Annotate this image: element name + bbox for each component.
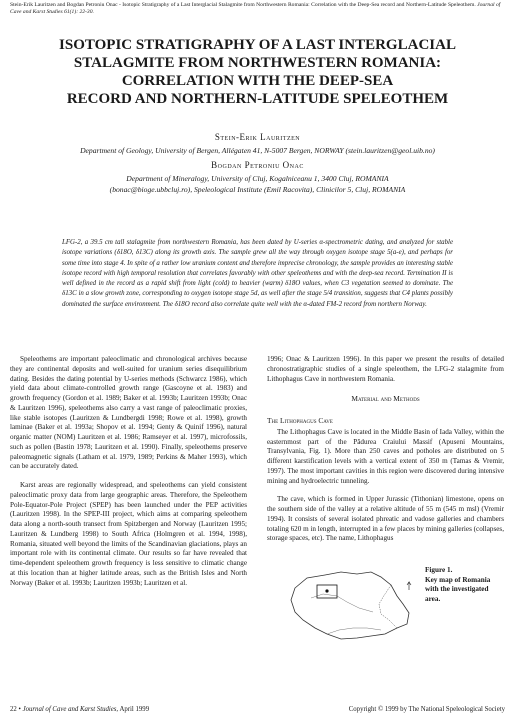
author-1: Stein-Erik Lauritzen xyxy=(214,132,301,142)
title-line: ISOTOPIC STRATIGRAPHY OF A LAST INTERGLACIAL xyxy=(59,37,456,53)
abstract: LFG-2, a 39.5 cm tall stalagmite from northwestern Romania, has been dated by U-series α-spectrometric dating, and analyzed for stable isotope variations (δ18O, δ13C) along its growth axis. The sample grew all the way through oxygen isotope stage 5(a-e), and perhaps for some time into stage 4. In spite of a rather low uranium content and therefore imprecise chronology, the sample provides an interesting stable isotope record with high temporal resolution that correlates favorably with other speleothems and with the deep-sea record. Termination II is well defined in the record as a rapid shift from light (cold) to heavier (warm) δ18O values, when C3 vegetation seemed to dominate. The δ13C in a slow growth zone, corresponding to oxygen isotope stage 5d, as well after the stage 5/4 transition, suggests that C4 plants possibly dominated the surface environment. The δ18O record also correlate quite well with the α-dated FM-2 record from northern Norway. xyxy=(62,239,453,308)
running-head xyxy=(10,2,505,16)
page-footer xyxy=(10,706,505,716)
paragraph: 1996; Onac & Lauritzen 1996). In this paper we present the results of detailed chronostratigraphic studies of a single speleothem, the LFG-2 stalagmite from Lithophagus Cave in northwestern Romania. xyxy=(267,355,504,383)
running-head-journal: Journal of Cave and Karst Studies 61(1): 22-30. xyxy=(10,2,501,15)
affiliation-2-line-2: (bonac@bioge.ubbcluj.ro), Speleological Institute (Emil Racovita), Clinicilor 5, Cluj, ROMANIA xyxy=(109,185,406,194)
paragraph: The cave, which is formed in Upper Jurassic (Tithonian) limestone, opens on the southern side of the valley at a relative altitude of 55 m (545 m msl) (Vremir 1994). It consists of several isolated phreatic and vadose galleries and chambers totaling 620 m in length, interrupted in a few places by mining galleries (collapses, storage spaces, etc). The name, Lithophagus xyxy=(267,495,504,543)
footer-journal: Journal of Cave and Karst Studies, xyxy=(22,706,119,713)
footer-copyright: Copyright © 1999 by The National Speleological Society xyxy=(348,706,505,713)
subsection-heading: The Lithophagus Cave xyxy=(267,416,333,425)
page-number: 22 • xyxy=(10,706,21,713)
figure-label: Figure 1. xyxy=(425,566,453,574)
cave-location-marker xyxy=(325,589,328,592)
paragraph: Karst areas are regionally widespread, and speleothems can yield consistent paleoclimatic proxy data from large geographic areas. Therefore, the Speleothem Pole-Equator-Pole Project (SPEP) has been launched under the PEP activities (Lauritzen 1998). In the SPEP-III project, which aims at comparing speleothem data along a north-south transect from Spitzbergen and Norway (Lauritzen 1995; Lauritzen & Lundberg 1998) to South Africa (Holmgren et al. 1994, 1998), Romania, situated well beyond the limits of the Scandinavian glaciations, plays an important role with its continental climate. Our results so far have revealed that time-dependent speleothem growth frequency is less sensitive to climatic change at this location than at higher latitude areas, such as the British Isles and North Norway (Baker et al. 1993b; Lauritzen 1993b; Lauritzen et al. xyxy=(10,481,247,587)
paragraph: The Lithophagus Cave is located in the Middle Basin of Iada Valley, within the easternmost part of the Pădurea Craiului Massif (Apuseni Mountains, Transylvania, Fig. 1). More than 250 caves and potholes are distributed on 5 different karstification levels with a vertical extent of 350 m (Tamas & Vremir, 1997). The most important cavities in this region were discovered during intensive mining and hydroelectric tunneling. xyxy=(267,427,504,485)
author-2: Bogdan Petroniu Onac xyxy=(211,160,304,170)
figure-caption-text: Key map of Romania with the investigated area. xyxy=(425,575,491,603)
left-column xyxy=(10,355,247,597)
paragraph: Speleothems are important paleoclimatic and chronological archives because they are continental deposits and well-suited for uranium series disequilibrium dating. Besides the dating potential by U-series methods (Schwarcz 1986), which yield data about climate-controlled growth range (Gascoyne et al. 1983) and growth frequency (Gordon et al. 1989; Baker et al. 1993b; Lauritzen 1993b; Onac & Lauritzen 1996), speleothems also carry a vast range of paleoclimatic proxies, like stable isotopes (Lauritzen & Lundbergdi 1998; Rowe et al. 1998), growth laminae (Baker et al. 1993a; Shopov et al. 1994; Genty & Quinif 1996), natural organic matter (NOM) Lauritzen et al. 1986; Ramseyer et al. 1997), microfossils, such as pollen (Bastin 1978; Lauritzen et al. 1990). Finally, speleothems preserve paleomagnetic signals (Latham et al. 1979, 1989; Perkins & Maher 1993), which can be accurately dated. xyxy=(10,355,247,471)
title-line: STALAGMITE FROM NORTHWESTERN ROMANIA: xyxy=(73,55,442,71)
affiliation-2-line-1: Department of Mineralogy, University of Cluj, Kogalniceanu 1, 3400 Cluj, ROMANIA xyxy=(126,174,389,183)
affiliation-1: Department of Geology, University of Bergen, Allégaten 41, N-5007 Bergen, NORWAY (stein.lauritzen@geol.uib.no) xyxy=(80,146,435,155)
footer-left xyxy=(10,706,149,713)
footer-date: April 1999 xyxy=(119,706,150,713)
section-heading: Material and Methods xyxy=(351,394,420,404)
right-column xyxy=(267,355,504,553)
title-line: RECORD AND NORTHERN-LATITUDE SPELEOTHEM xyxy=(66,91,449,107)
figure-caption xyxy=(425,566,495,604)
page-title xyxy=(20,36,495,108)
figure-1 xyxy=(281,566,495,646)
romania-key-map xyxy=(281,568,416,644)
running-head-citation: Stein-Erik Lauritzen and Bogdan Petroniu Onac - Isotopic Stratigraphy of a Last Interglacial Stalagmite from Northwestern Romania: Correlation with the Deep-Sea record and Northern-Latitude Speleothem. xyxy=(10,2,476,8)
title-line: CORRELATION WITH THE DEEP-SEA xyxy=(121,73,394,89)
